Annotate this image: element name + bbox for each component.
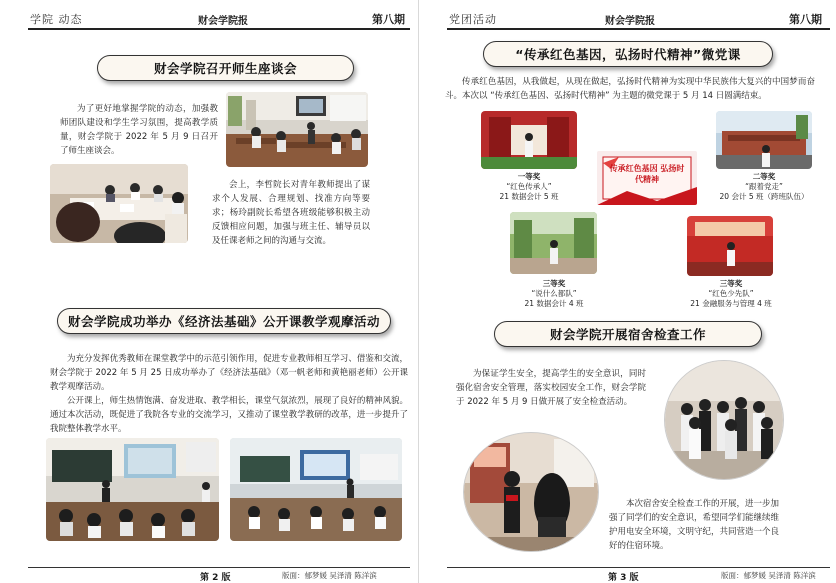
award-class: 20 会计 5 班（跨班队伍）: [719, 192, 809, 201]
layout-editors: 版面：郁梦媛 吴泽清 陈洋滨: [282, 571, 377, 580]
forum-classroom-photo: [226, 92, 368, 167]
red-banner-graphic: [597, 151, 697, 205]
first-prize-photo: [481, 111, 577, 169]
banner-text: 传承红色基因 弘扬时代精神: [609, 164, 685, 184]
article-intro: 为保证学生安全，提高学生的安全意识，同时强化宿舍安全管理，落实校园安全工作，财会学院于 2022 年 5 月 9 日做开展了安全检查活动。: [456, 369, 646, 407]
article-paragraph: 公开课上，师生热情饱满、奋发进取、教学相长，课堂气氛浓烈，展现了良好的精神风貌。通过本次活动，既促进了我院各专业的交流学习，又推动了课堂教学教研的改革，进一步提升了我院整体教学水平。: [50, 396, 408, 434]
dorm-group-photo: [664, 360, 784, 480]
article-intro: 传承红色基因，从我做起，从现在做起，弘扬时代精神为实现中华民族伟大复兴的中国梦而奋斗。本次以 “传承红色基因、弘扬时代精神” 为主题的微党课于 5 月 14 日圆满结束。: [445, 77, 815, 101]
right-page: [418, 0, 836, 583]
article-title: “传承红色基因，弘扬时代精神”微党课: [483, 41, 773, 67]
right-footer: [419, 567, 836, 583]
article-title: 财会学院召开师生座谈会: [97, 55, 354, 81]
issue-number: 第八期: [372, 13, 405, 26]
award-caption: [667, 279, 795, 309]
award-caption: [471, 172, 587, 202]
third-prize-photo: [687, 216, 773, 276]
forum-meeting-photo: [50, 164, 188, 243]
award-caption: [696, 172, 832, 202]
award-team-name: “说什么都队”: [531, 289, 577, 298]
article-paragraph: 为充分发挥优秀教师在课堂教学中的示范引领作用，促进专业教师相互学习、借鉴和交流，财会学院于 2022 年 5 月 25 日成功举办了《经济法基础》（邓一帆老师和黄艳丽老师）公开课教学观摩活动。: [50, 354, 408, 392]
article-title: 财会学院开展宿舍检查工作: [494, 321, 762, 347]
third-prize-photo: [510, 212, 597, 274]
second-prize-photo: [716, 111, 812, 169]
open-class-photo: [46, 438, 219, 541]
header-rule: [28, 28, 410, 30]
article-intro: 为了更好地掌握学院的动态，加强教师团队建设和学生学习氛围，提高教学质量，财会学院于 2022 年 5 月 9 日召开了师生座谈会。: [60, 104, 218, 156]
article-body: 本次宿舍安全检查工作的开展，进一步加强了同学们的安全意识，希望同学们能继续维护用电安全环境，文明守纪，共同营造一个良好的住宿环境。: [609, 499, 780, 551]
article-title: 财会学院成功举办《经济法基础》公开课教学观摩活动: [57, 308, 391, 334]
page-number: 第 3 版: [608, 573, 639, 583]
award-team-name: “红色传承人”: [506, 182, 552, 191]
paper-name: 财会学院报: [198, 16, 248, 27]
award-team-name: “红色少先队”: [708, 289, 754, 298]
award-prize: 二等奖: [752, 172, 776, 181]
footer-rule: [447, 567, 830, 568]
award-prize: 三等奖: [542, 279, 566, 288]
left-header: [0, 0, 418, 30]
right-header: [419, 0, 836, 30]
issue-number: 第八期: [789, 13, 822, 26]
page-number: 第 2 版: [200, 573, 231, 583]
award-class: 21 金融服务与管理 4 班: [690, 299, 772, 308]
footer-rule: [28, 567, 410, 568]
dorm-inspection-photo: [463, 432, 599, 552]
header-rule: [447, 28, 830, 30]
section-label: 学院 动态: [30, 13, 83, 26]
section-label: 党团活动: [449, 13, 497, 26]
award-prize: 三等奖: [719, 279, 743, 288]
award-class: 21 数据会计 4 班: [524, 299, 584, 308]
layout-editors: 版面：郁梦媛 吴泽清 陈洋滨: [721, 571, 816, 580]
paper-name: 财会学院报: [605, 16, 655, 27]
award-caption: [499, 279, 609, 309]
left-footer: [0, 567, 418, 583]
award-team-name: “跟着党走”: [745, 182, 783, 191]
open-class-photo: [230, 438, 402, 541]
article-body: 会上，李哲院长对青年教师提出了谋求个人发展、合理规划、找准方向等要求；杨玲副院长希望各班级能够积极主动反馈相应问题，加强与班主任、辅导员以及任课老师之间的沟通与交流。: [212, 180, 370, 246]
award-prize: 一等奖: [517, 172, 541, 181]
award-class: 21 数据会计 5 班: [499, 192, 559, 201]
